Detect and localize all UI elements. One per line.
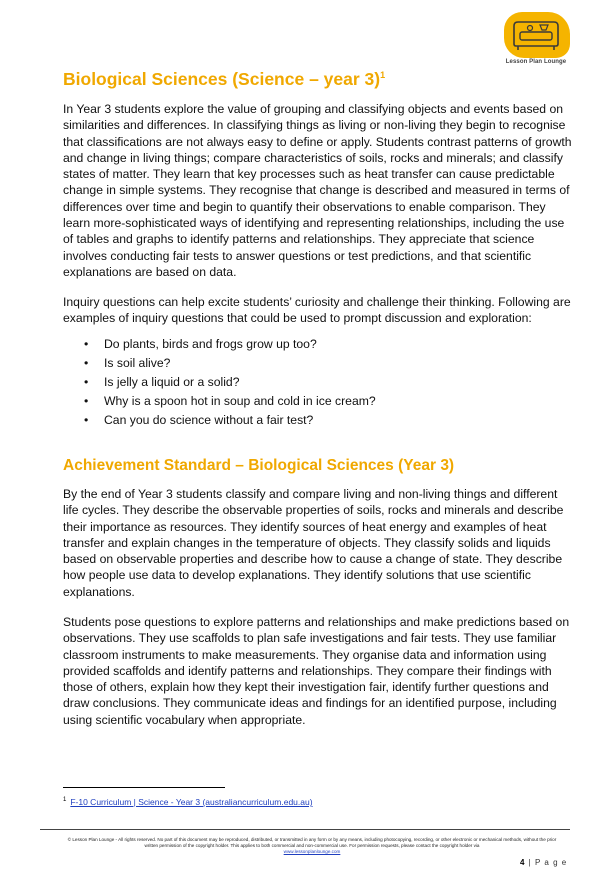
lesson-plan-lounge-logo [498, 12, 574, 70]
inquiry-intro-paragraph: Inquiry questions can help excite students’ curiosity and challenge their thinking. Following are examples of inquiry questions that could be used to prompt discussion and exploration: [63, 295, 571, 326]
inquiry-questions-list [84, 335, 564, 430]
achievement-paragraph-2: Students pose questions to explore patterns and relationships and make predictions based on observations. They use scaffolds to plan safe investigations and fair tests. They use familiar classroom instruments to make measurements. They organise data and information using provided scaffolds and identify patterns and relationships. They compare their findings with those of others, explain how they kept their investigation fair, identify further questions and draw conclusions. They communicate ideas and findings for an identified purpose, including using scientific vocabulary when appropriate. [63, 615, 570, 727]
section-title-biological-sciences [63, 69, 385, 90]
footnote-link[interactable]: F-10 Curriculum | Science - Year 3 (australiancurriculum.edu.au) [70, 797, 313, 807]
lounge-couch-icon [510, 18, 562, 52]
list-item: • Is soil alive? [84, 354, 564, 373]
footnote-divider [63, 787, 225, 788]
footnote-number: 1 [63, 797, 67, 804]
list-item: • Do plants, birds and frogs grow up too? [84, 335, 564, 354]
logo-text: Lesson Plan Lounge [505, 59, 567, 65]
website-link[interactable]: www.lessonplanlounge.com [283, 849, 341, 855]
section-title-text: Biological Sciences (Science – year 3) [63, 69, 381, 89]
copyright-text: © Lesson Plan Lounge - All rights reserved. No part of this document may be reproduced, distributed, or transmitted in any form or by any means, including photocopying, recording, or other electronic or mechanical methods, without the prior written permission of the copyright holder. This applies to both commercial and non-commercial use. For permission requests, please contact the copyright holder via [67, 837, 557, 849]
page-number-value: 4 [520, 858, 526, 867]
footnote-reference[interactable]: 1 [380, 70, 386, 81]
page-number: 4 | P a g e [520, 858, 568, 867]
intro-paragraph: In Year 3 students explore the value of grouping and classifying objects and events based on similarities and differences. In classifying things as living or non-living they begin to recognise that classifications are not always easy to define or apply. Students contrast patterns of growth and change in living things; compare characteristics of soils, rocks and minerals; and classify states of matter. They learn that key processes such as heat transfer can cause predictable change in simple systems. They recognise that change is described and measured in terms of differences over time and begin to quantify their observations to enable comparison. They learn more-sophisticated ways of identifying and representing relationships, including the use of tables and graphs to identify patterns and relationships. They appreciate that science involves conducting fair tests to answer questions or test predictions, and that scientific explanations are based on data. [63, 102, 572, 279]
achievement-paragraph-1: By the end of Year 3 students classify and compare living and non-living things and different life cycles. They describe the observable properties of soils, rocks and minerals and describe their importance as resources. They identify sources of heat energy and examples of heat transfer and explain changes in the temperature of objects. They classify solids and liquids based on observable properties and describe how to cause a change of state. They describe how people use data to develop explanations. They identify solutions that use scientific explanations. [63, 487, 564, 599]
copyright-notice [62, 837, 562, 856]
list-item: • Is jelly a liquid or a solid? [84, 373, 564, 392]
list-item: • Why is a spoon hot in soup and cold in ice cream? [84, 392, 564, 411]
list-item: • Can you do science without a fair test? [84, 411, 564, 430]
footer-divider [40, 829, 570, 830]
footnote [63, 797, 313, 807]
section-title-achievement-standard: Achievement Standard – Biological Sciences (Year 3) [63, 457, 455, 474]
page-label: P a g e [534, 858, 568, 867]
